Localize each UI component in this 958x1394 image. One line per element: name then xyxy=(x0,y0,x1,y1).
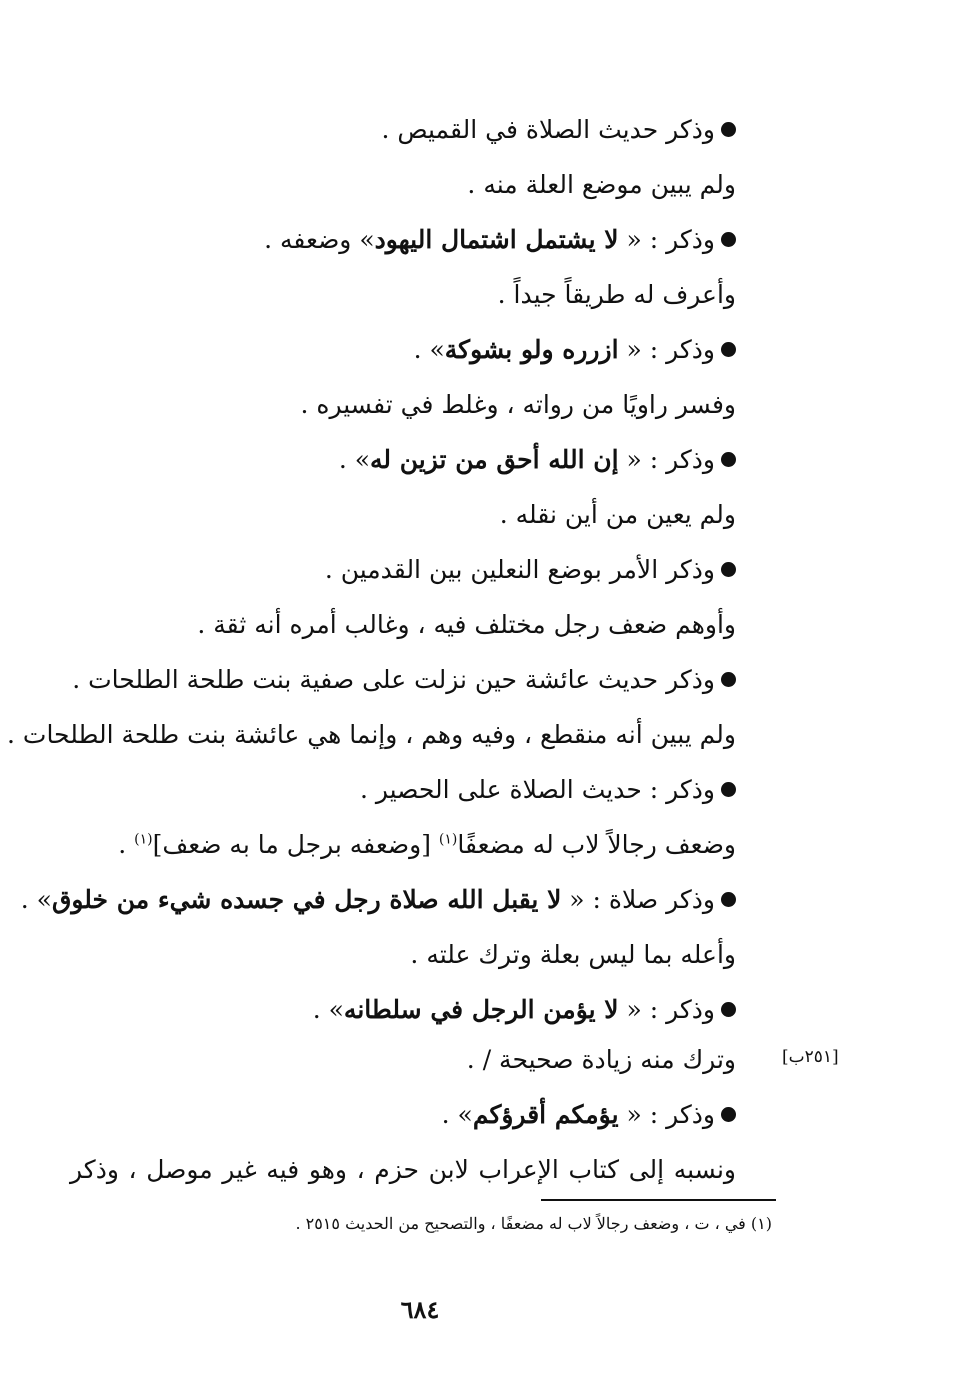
text-line-11: وذكر حديث عائشة حين نزلت على صفية بنت طلحة الطلحات . xyxy=(72,662,736,698)
text-line-10: وأوهم ضعف رجل مختلف فيه ، وغالب أمره أنه ثقة . xyxy=(197,610,736,639)
footnote-divider xyxy=(541,1199,776,1201)
hadith-text: لا يؤمن الرجل في سلطانه xyxy=(343,995,619,1024)
text-line-7: وذكر : « إن الله أحق من تزين له» . xyxy=(339,442,736,478)
hadith-text: ازرره ولو بشوكة xyxy=(444,335,619,364)
footnote: (١) في ، ت ، وضعف رجالاً لاب له مضعفًا ، والتصحيح من الحديث ٢٥١٥ . xyxy=(295,1214,772,1233)
bullet-icon xyxy=(721,892,736,907)
bullet-icon xyxy=(721,1002,736,1017)
footnote-marker: (١) xyxy=(438,831,458,848)
bullet-icon xyxy=(721,452,736,467)
hadith-text: إن الله أحق من تزين له xyxy=(370,445,619,474)
bullet-icon xyxy=(721,562,736,577)
footnote-marker: (١) xyxy=(134,831,153,848)
text-line-14: وضعف رجالاً لاب له مضعفًا$^{(١)}$ [وضعفه برجل ما به ضعف]$^{(١)}$ . xyxy=(118,830,736,859)
bullet-icon xyxy=(721,782,736,797)
text-line-5: وذكر : « ازرره ولو بشوكة» . xyxy=(414,332,736,368)
text-line-4: وأعرف له طريقاً جيداً . xyxy=(497,280,736,309)
text-line-8: ولم يعين من أين نقله . xyxy=(499,500,736,529)
bullet-icon xyxy=(721,232,736,247)
text-line-3: وذكر : « لا يشتمل اشتمال اليهود» وضعفه . xyxy=(264,222,736,258)
text-line-20: ونسبه إلى كتاب الإعراب لابن حزم ، وهو فيه غير موصل ، وذكر xyxy=(70,1155,736,1184)
hadith-text: لا يشتمل اشتمال اليهود xyxy=(374,225,619,254)
hadith-text: يؤمكم أقرؤكم xyxy=(472,1100,619,1129)
text-line-2: ولم يبين موضع العلة منه . xyxy=(467,170,736,199)
manuscript-folio-marker: [٢٥١ب] xyxy=(782,1047,839,1067)
text-line-18: وترك منه زيادة صحيحة / . xyxy=(466,1045,736,1074)
text-line-17: وذكر : « لا يؤمن الرجل في سلطانه» . xyxy=(313,992,736,1028)
text-line-6: وفسر راويًا من رواته ، وغلط في تفسيره . xyxy=(300,390,736,419)
bullet-icon xyxy=(721,1107,736,1122)
page-number: ٦٨٤ xyxy=(400,1295,440,1324)
hadith-text: لا يقبل الله صلاة رجل في جسده شيء من خلوق xyxy=(51,885,562,914)
bullet-icon xyxy=(721,342,736,357)
bullet-icon xyxy=(721,122,736,137)
text-line-9: وذكر الأمر بوضع النعلين بين القدمين . xyxy=(325,552,736,588)
text-line-16: وأعله بما ليس بعلة وترك علته . xyxy=(410,940,736,969)
text-line-19: وذكر : « يؤمكم أقرؤكم» . xyxy=(442,1097,736,1133)
text-line-1: وذكر حديث الصلاة في القميص . xyxy=(381,112,736,148)
text-line-13: وذكر : حديث الصلاة على الحصير . xyxy=(360,772,736,808)
text-line-12: ولم يبين أنه منقطع ، وفيه وهم ، وإنما هي عائشة بنت طلحة الطلحات . xyxy=(7,720,736,749)
bullet-icon xyxy=(721,672,736,687)
text-line-15: وذكر صلاة : « لا يقبل الله صلاة رجل في جسده شيء من خلوق» . xyxy=(21,882,736,918)
